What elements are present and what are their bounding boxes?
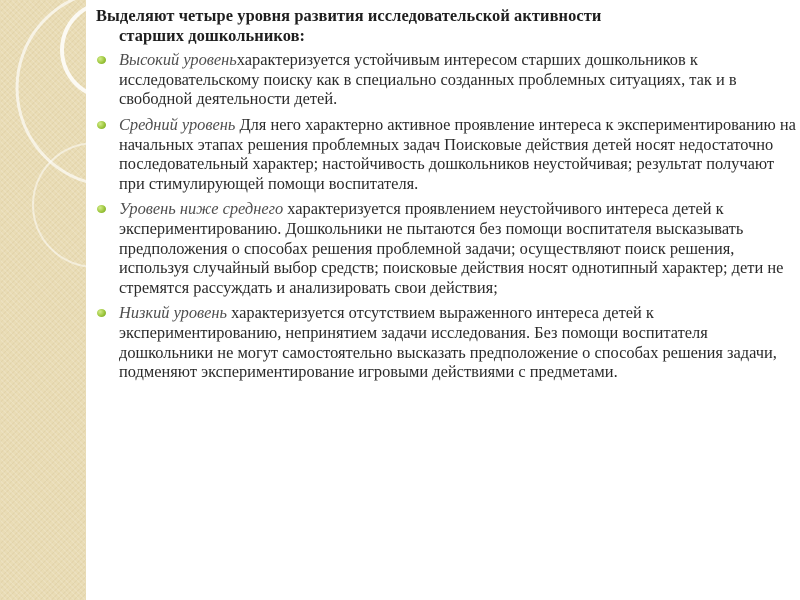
level-term: Средний уровень	[119, 114, 236, 134]
level-term: Высокий уровень	[119, 50, 237, 70]
level-item-below-medium	[96, 199, 796, 297]
level-description: характеризуется проявлением неустойчивого интереса детей к экспериментированию. Дошкольники не пытаются без помощи воспитателя высказывать предположения о способах решения проблемной задачи; осуществляют поиск решения, используя случайный выбор средств; поисковые действия носят однотипный характер; дети не стремятся рассуждать и анализировать свои действия;	[119, 199, 784, 297]
level-item-medium	[96, 115, 796, 193]
bullet-icon	[97, 205, 106, 213]
level-item-low	[96, 303, 796, 381]
slide-heading	[96, 6, 796, 45]
slide-content	[96, 6, 796, 388]
level-term: Низкий уровень	[119, 303, 228, 323]
heading-line-1: Выделяют четыре уровня развития исследовательской активности	[96, 6, 602, 25]
bullet-icon	[97, 309, 106, 317]
bullet-icon	[97, 121, 106, 129]
heading-line-2: старших дошкольников:	[119, 25, 306, 45]
bullet-icon	[97, 56, 106, 64]
decorative-side-band	[0, 0, 86, 600]
level-description: характеризуется отсутствием выраженного интереса детей к экспериментированию, непринятием задачи исследования. Без помощи воспитателя дошкольники не могут самостоятельно высказать предположение о способах решения задачи, подменяют экспериментирование игровыми действиями с предметами.	[119, 303, 777, 382]
level-description: характеризуется устойчивым интересом старших дошкольников к исследовательскому поиску как в специально созданных проблемных ситуациях, так и в свободной деятельности детей.	[119, 50, 737, 109]
levels-list	[96, 50, 796, 382]
level-description: Для него характерно активное проявление интереса к экспериментированию на начальных этапах решения проблемных задач Поисковые действия детей носят недостаточно последовательный характер; настойчивость дошкольников неустойчивая; результат получают при стимулирующей помощи воспитателя.	[119, 114, 796, 193]
level-term: Уровень ниже среднего	[119, 199, 284, 219]
level-item-high	[96, 50, 796, 109]
